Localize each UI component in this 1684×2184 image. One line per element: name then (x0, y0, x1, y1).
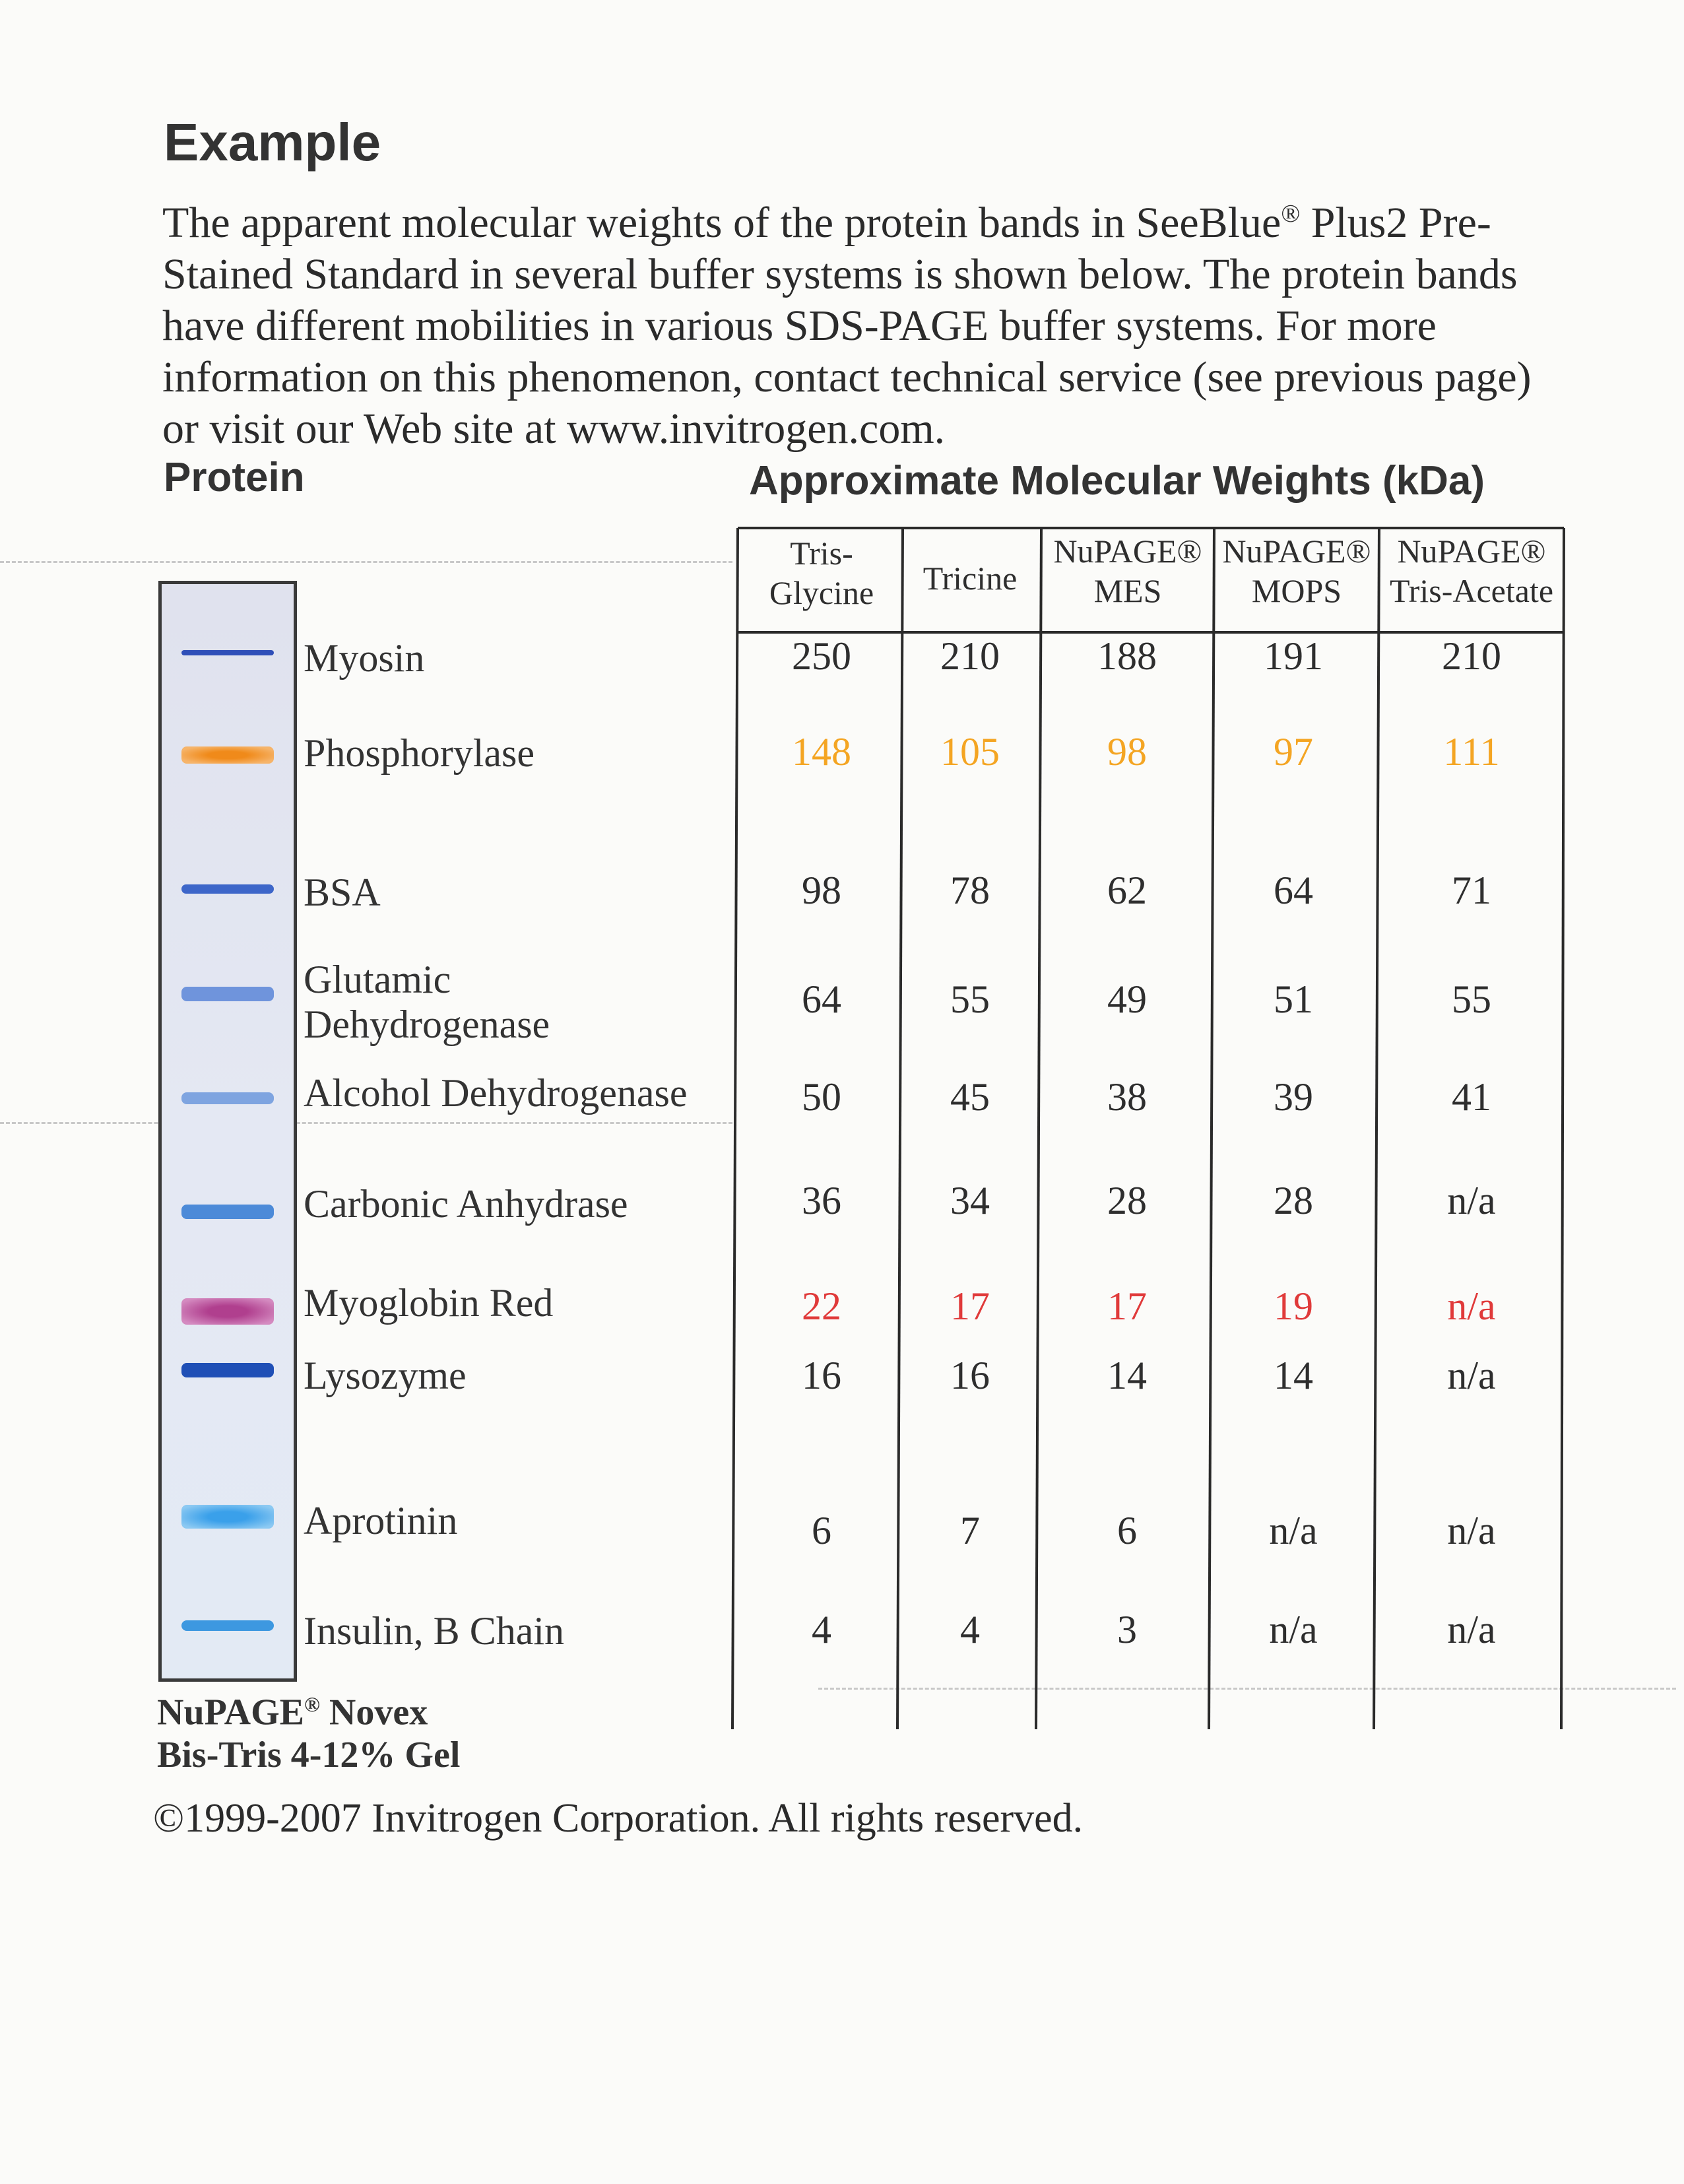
column-header-nupage-mops (1214, 531, 1379, 611)
table-cell: 210 (1442, 634, 1501, 678)
table-cell: 19 (1274, 1284, 1313, 1328)
table-cell: 6 (1117, 1509, 1137, 1552)
page-heading: Example (164, 113, 381, 172)
table-column-line (897, 528, 903, 1729)
table-cell: 6 (812, 1509, 831, 1552)
table-cell: 17 (1107, 1284, 1147, 1328)
table-cell: 62 (1107, 869, 1147, 912)
table-column-line (1036, 528, 1041, 1729)
column-header-line: NuPAGE® (1397, 533, 1546, 570)
gel-caption-line2: Bis-Tris 4-12% Gel (157, 1734, 461, 1775)
table-cell: 3 (1117, 1608, 1137, 1651)
protein-name-carbonic-anhydrase: Carbonic Anhydrase (304, 1182, 628, 1226)
registered-mark: ® (304, 1692, 320, 1716)
table-cell: n/a (1447, 1509, 1496, 1552)
table-cell: n/a (1269, 1509, 1318, 1552)
table-cell: 14 (1274, 1354, 1313, 1397)
column-header-nupage-tris-acetate (1379, 531, 1564, 611)
column-header-line: MES (1093, 572, 1162, 609)
table-column-line (1209, 528, 1214, 1729)
table-cell: 51 (1274, 977, 1313, 1021)
table-cell: 64 (802, 977, 841, 1021)
table-cell: 49 (1107, 977, 1147, 1021)
table-cell: 39 (1274, 1075, 1313, 1119)
table-cell: 105 (940, 730, 1000, 774)
table-cell: 4 (960, 1608, 980, 1651)
table-cell: 64 (1274, 869, 1313, 912)
table-cell: 41 (1452, 1075, 1491, 1119)
column-header-line: NuPAGE® (1222, 533, 1371, 570)
protein-column-header: Protein (164, 455, 305, 500)
table-cell: 71 (1452, 869, 1491, 912)
table-column-line (1374, 528, 1379, 1729)
table-cell: n/a (1447, 1608, 1496, 1651)
table-cell: 148 (792, 730, 851, 774)
protein-name-alcohol-dehydrogenase: Alcohol Dehydrogenase (304, 1071, 688, 1115)
table-cell: n/a (1447, 1179, 1496, 1222)
table-cell: 17 (950, 1284, 990, 1328)
column-header-line: Tris- (790, 535, 853, 572)
table-cell: 55 (950, 977, 990, 1021)
table-cell: 97 (1274, 730, 1313, 774)
column-header-tricine (904, 558, 1036, 598)
gel-caption-product: Novex (319, 1692, 428, 1733)
column-header-line: MOPS (1251, 572, 1342, 609)
table-cell: 14 (1107, 1354, 1147, 1397)
protein-name-line: Dehydrogenase (304, 1003, 550, 1046)
protein-name-aprotinin: Aprotinin (304, 1499, 458, 1542)
table-cell: 210 (940, 634, 1000, 678)
table-cell: 22 (802, 1284, 841, 1328)
column-header-line: Tricine (923, 560, 1018, 597)
column-header-line: Glycine (769, 574, 874, 611)
protein-name-lysozyme: Lysozyme (304, 1354, 467, 1397)
protein-name-insulin-b-chain: Insulin, B Chain (304, 1609, 565, 1653)
table-cell: 28 (1274, 1179, 1313, 1222)
table-cell: 78 (950, 869, 990, 912)
protein-name-myoglobin-red: Myoglobin Red (304, 1281, 554, 1325)
table-cell: 98 (802, 869, 841, 912)
table-cell: 45 (950, 1075, 990, 1119)
table-column-line (732, 528, 738, 1729)
table-cell: 98 (1107, 730, 1147, 774)
table-cell: 34 (950, 1179, 990, 1222)
table-cell: 7 (960, 1509, 980, 1552)
table-cell: 28 (1107, 1179, 1147, 1222)
table-cell: 188 (1097, 634, 1157, 678)
protein-name-myosin: Myosin (304, 636, 425, 680)
table-cell: 191 (1264, 634, 1323, 678)
gel-caption-brand: NuPAGE (157, 1692, 304, 1733)
protein-name-bsa: BSA (304, 871, 381, 914)
table-cell: 4 (812, 1608, 831, 1651)
column-header-tris-glycine (742, 533, 901, 612)
table-cell: n/a (1447, 1354, 1496, 1397)
table-cell: 16 (950, 1354, 990, 1397)
table-cell: n/a (1269, 1608, 1318, 1651)
table-cell: 250 (792, 634, 851, 678)
table-cell: n/a (1447, 1284, 1496, 1328)
protein-name-line: Glutamic (304, 958, 451, 1001)
table-cell: 55 (1452, 977, 1491, 1021)
table-cell: 38 (1107, 1075, 1147, 1119)
copyright-notice: ©1999-2007 Invitrogen Corporation. All rights reserved. (153, 1796, 1084, 1841)
molecular-weights-header: Approximate Molecular Weights (kDa) (749, 458, 1485, 504)
table-cell: 50 (802, 1075, 841, 1119)
column-header-line: NuPAGE® (1053, 533, 1202, 570)
intro-text-2: Plus2 Pre-Stained Standard in several buffer systems is shown below. The protein bands have different mobilities in various SDS-PAGE buffer systems. For more information on this phenomenon, contact technical service (see previous page) or visit our Web site at www.invitrogen.com. (162, 199, 1532, 453)
registered-mark: ® (1281, 200, 1301, 228)
column-header-line: Tris-Acetate (1389, 572, 1554, 609)
intro-text-1: The apparent molecular weights of the protein bands in SeeBlue (162, 199, 1281, 247)
table-cell: 16 (802, 1354, 841, 1397)
table-right-border (1561, 528, 1564, 1729)
column-header-nupage-mes (1041, 531, 1214, 611)
table-cell: 111 (1443, 730, 1500, 774)
protein-name-phosphorylase: Phosphorylase (304, 731, 534, 775)
table-cell: 36 (802, 1179, 841, 1222)
